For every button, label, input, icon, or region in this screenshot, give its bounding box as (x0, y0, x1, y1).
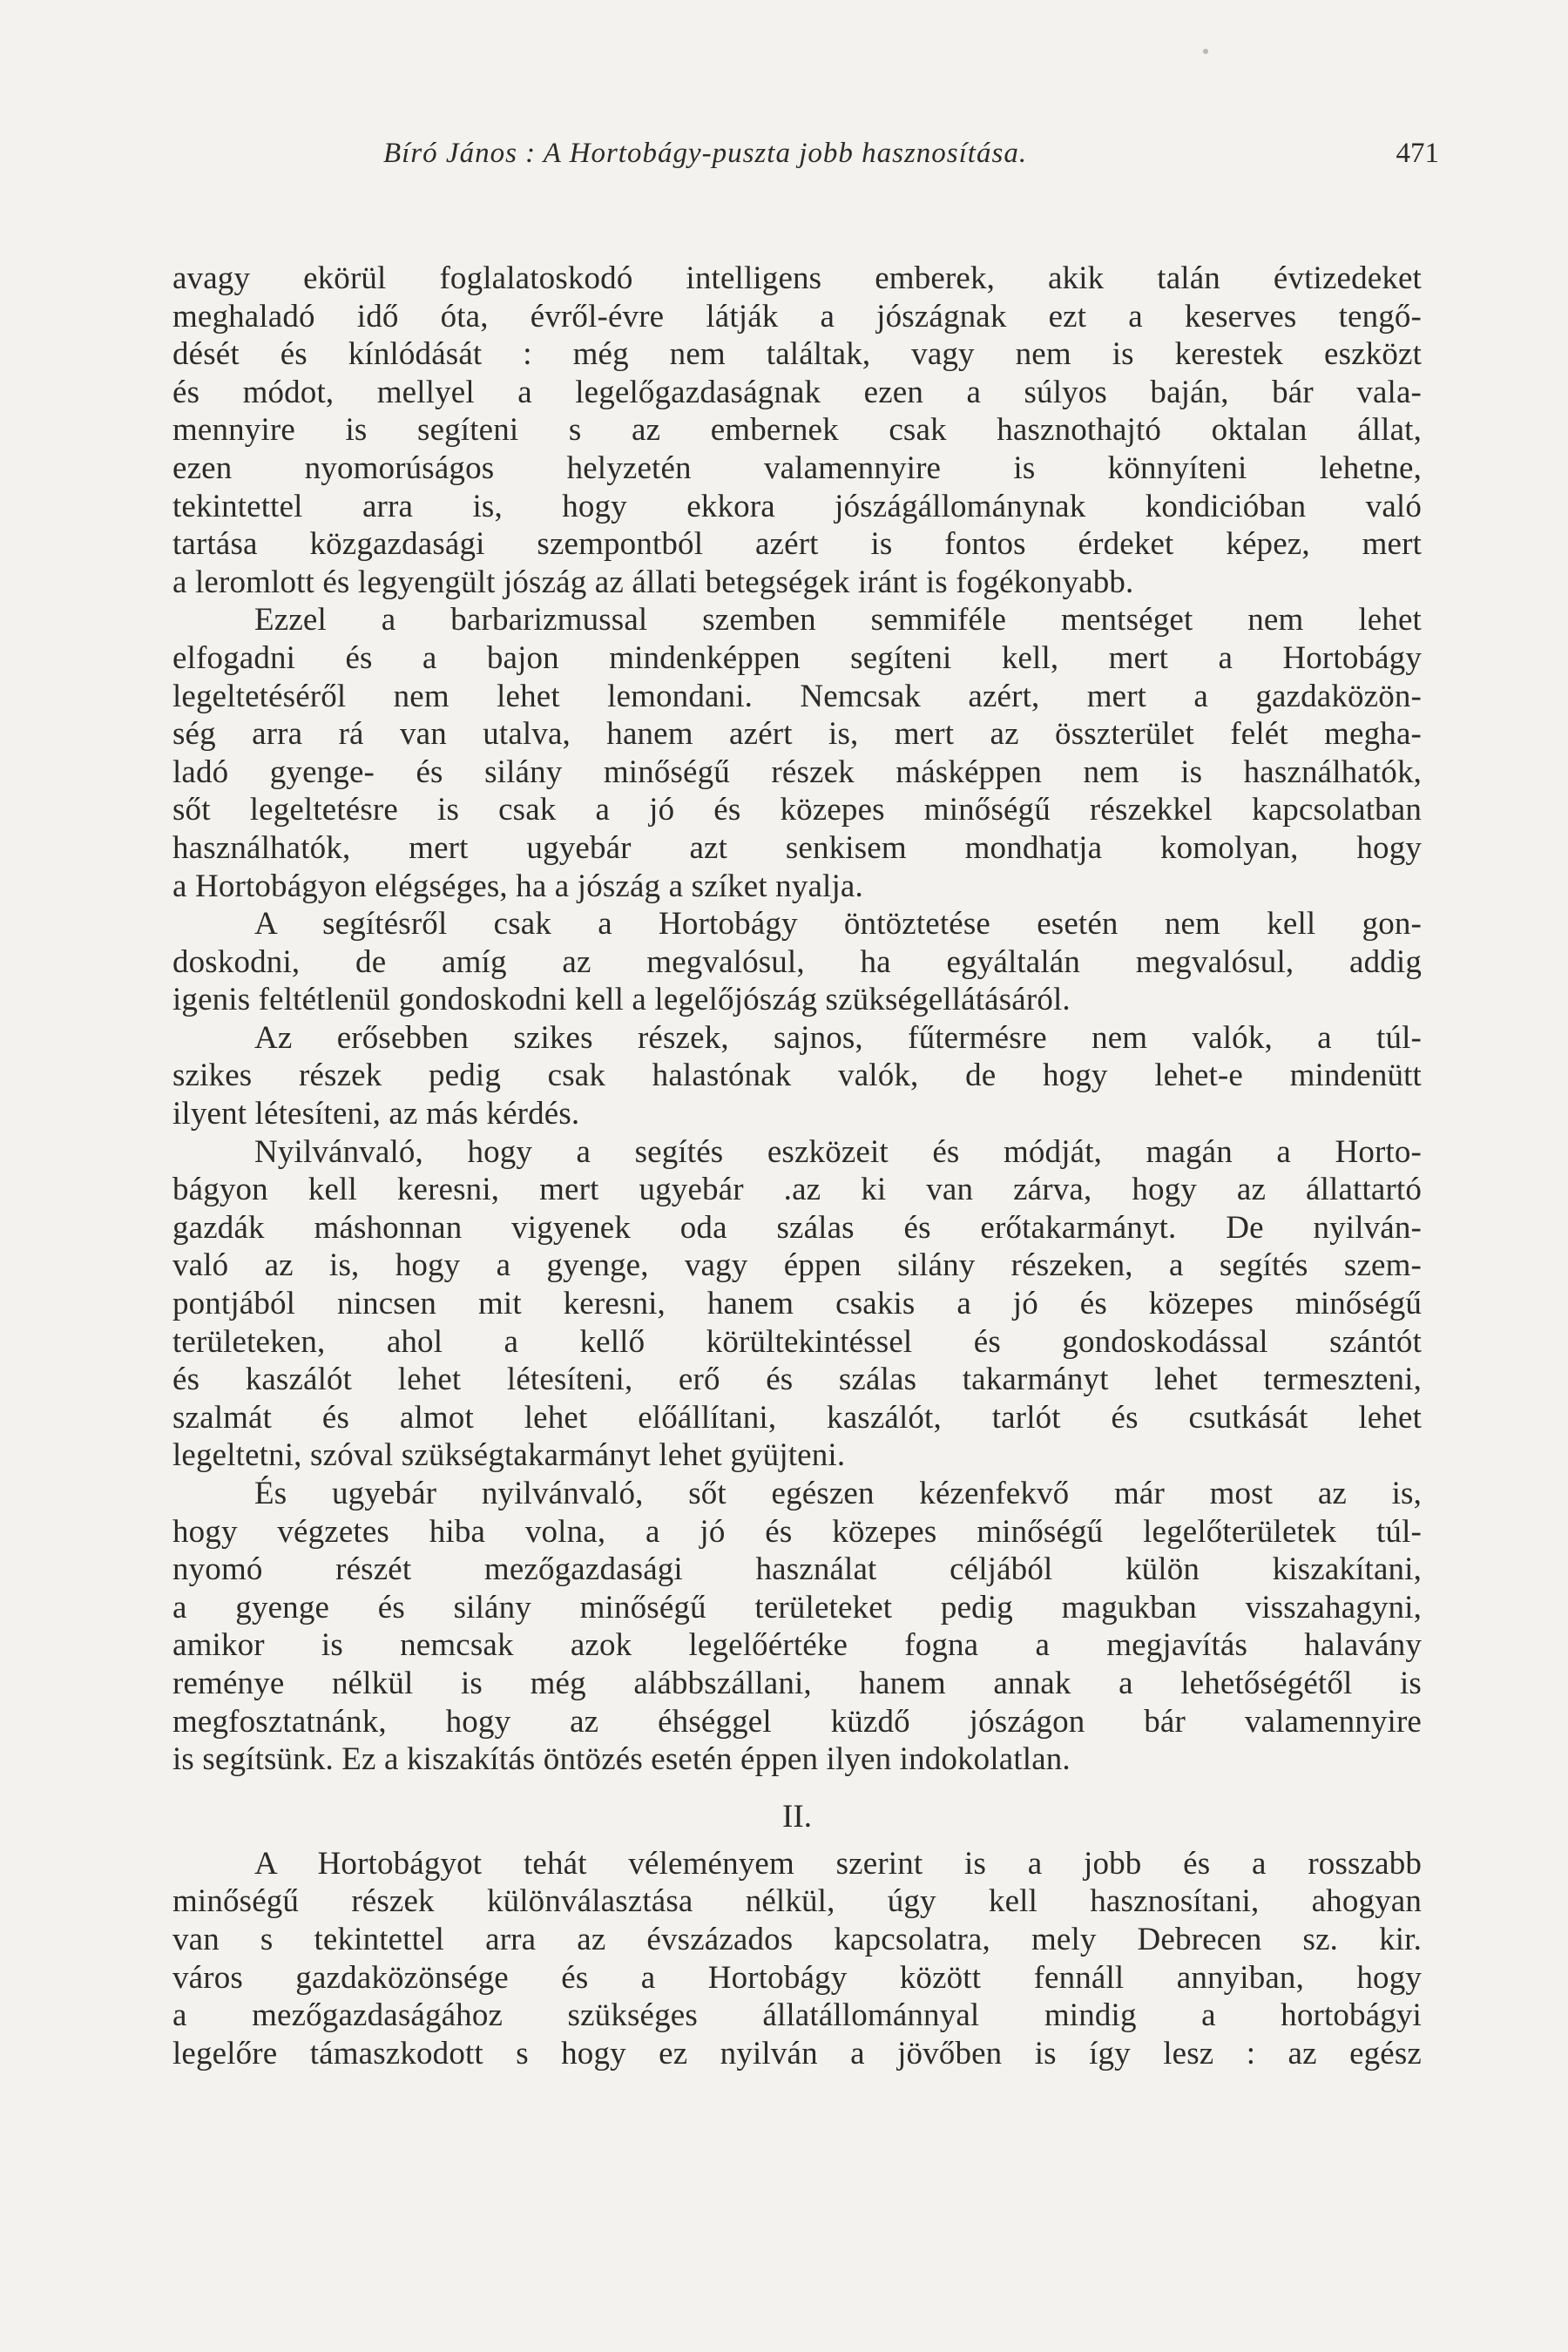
text-line: avagy ekörül foglalatoskodó intelligens emberek, akik talán évtizedeket (172, 260, 1422, 296)
text-line: használhatók, mert ugyebár azt senkisem mondhatja komolyan, hogy (172, 829, 1422, 866)
text-line: a gyenge és silány minőségű területeket pedig magukban visszahagyni, (172, 1589, 1422, 1625)
text-line: a mezőgazdaságához szükséges állatállománnyal mindig a hortobágyi (172, 1997, 1422, 2034)
text-line: tartása közgazdasági szempontból azért is fontos érdeket képez, mert (172, 526, 1422, 563)
text-line: A segítésről csak a Hortobágy öntöztetése esetén nem kell gon- (254, 906, 1422, 943)
text-line: való az is, hogy a gyenge, vagy éppen silány részeken, a segítés szem- (172, 1247, 1422, 1284)
text-line: város gazdaközönsége és a Hortobágy között fennáll annyiban, hogy (172, 1959, 1422, 1996)
text-line: gazdák máshonnan vigyenek oda szálas és erőtakarmányt. De nyilván- (172, 1209, 1422, 1246)
text-line: is segítsünk. Ez a kiszakítás öntözés esetén éppen ilyen indokolatlan. (172, 1741, 1071, 1778)
body-text (172, 260, 1422, 2072)
text-line: legeltetni, szóval szükségtakarmányt lehet gyüjteni. (172, 1437, 846, 1474)
text-line: és módot, mellyel a legelőgazdaságnak ezen a súlyos baján, bár vala- (172, 374, 1422, 410)
text-line: A Hortobágyot tehát véleményem szerint is a jobb és a rosszabb (254, 1845, 1422, 1882)
page-number: 471 (1396, 138, 1439, 169)
running-title: Bíró János : A Hortobágy-puszta jobb hasznosítása. (383, 138, 1028, 169)
text-line: amikor is nemcsak azok legelőértéke fogna a megjavítás halavány (172, 1627, 1422, 1664)
text-line: területeken, ahol a kellő körültekintéssel és gondoskodással szántót (172, 1323, 1422, 1360)
text-line: dését és kínlódását : még nem találtak, vagy nem is kerestek eszközt (172, 336, 1422, 373)
text-line: És ugyebár nyilvánvaló, sőt egészen kézenfekvő már most az is, (254, 1476, 1422, 1511)
text-line: van s tekintettel arra az évszázados kapcsolatra, mely Debrecen sz. kir. (172, 1921, 1422, 1957)
text-line: nyomó részét mezőgazdasági használat céljából külön kiszakítani, (172, 1551, 1422, 1588)
text-line: Ezzel a barbarizmussal szemben semmiféle mentséget nem lehet (254, 602, 1422, 639)
text-line: legelőre támaszkodott s hogy ez nyilván a jövőben is így lesz : az egész (172, 2035, 1422, 2072)
text-line: szikes részek pedig csak halastónak valók, de hogy lehet-e mindenütt (172, 1058, 1422, 1094)
text-line: meghaladó idő óta, évről-évre látják a jószágnak ezt a keserves tengő- (172, 298, 1422, 335)
text-line: bágyon kell keresni, mert ugyebár .az ki van zárva, hogy az állattartó (172, 1172, 1422, 1208)
text-line: doskodni, de amíg az megvalósul, ha egyáltalán megvalósul, addig (172, 943, 1422, 980)
text-line: Az erősebben szikes részek, sajnos, fűtermésre nem valók, a túl- (254, 1019, 1422, 1056)
page-header (383, 138, 1439, 176)
text-line: a leromlott és legyengült jószág az állati betegségek iránt is fogékonyabb. (172, 564, 1134, 600)
text-line: ilyent létesíteni, az más kérdés. (172, 1096, 580, 1132)
section-heading: II. (782, 1798, 812, 1835)
text-line: pontjából nincsen mit keresni, hanem csakis a jó és közepes minőségű (172, 1286, 1422, 1322)
text-line: megfosztatnánk, hogy az éhséggel küzdő jószágon bár valamennyire (172, 1703, 1422, 1740)
text-line: ség arra rá van utalva, hanem azért is, mert az összterület felét megha- (172, 716, 1422, 753)
text-line: ezen nyomorúságos helyzetén valamennyire is könnyíteni lehetne, (172, 449, 1422, 486)
text-line: igenis feltétlenül gondoskodni kell a legelőjószág szükségellátásáról. (172, 982, 1071, 1018)
text-line: reménye nélkül is még alábbszállani, hanem annak a lehetőségétől is (172, 1665, 1422, 1701)
text-line: szalmát és almot lehet előállítani, kaszálót, tarlót és csutkását lehet (172, 1399, 1422, 1436)
text-line: elfogadni és a bajon mindenképpen segíteni kell, mert a Hortobágy (172, 639, 1422, 676)
text-line: és kaszálót lehet létesíteni, erő és szálas takarmányt lehet termeszteni, (172, 1362, 1422, 1398)
text-line: mennyire is segíteni s az embernek csak hasznothajtó oktalan állat, (172, 412, 1422, 449)
text-line: a Hortobágyon elégséges, ha a jószág a szíket nyalja. (172, 868, 863, 904)
text-line: tekintettel arra is, hogy ekkora jószágállománynak kondicióban való (172, 488, 1422, 524)
text-line: sőt legeltetésre is csak a jó és közepes minőségű részekkel kapcsolatban (172, 792, 1422, 828)
text-line: hogy végzetes hiba volna, a jó és közepes minőségű legelőterületek túl- (172, 1513, 1422, 1550)
text-line: Nyilvánvaló, hogy a segítés eszközeit és módját, magán a Horto- (254, 1133, 1422, 1170)
text-line: legeltetéséről nem lehet lemondani. Nemcsak azért, mert a gazdaközön- (172, 678, 1422, 714)
text-line: minőségű részek különválasztása nélkül, úgy kell hasznosítani, ahogyan (172, 1883, 1422, 1920)
paper-speck (1203, 49, 1208, 54)
text-line: ladó gyenge- és silány minőségű részek másképpen nem is használhatók, (172, 754, 1422, 790)
